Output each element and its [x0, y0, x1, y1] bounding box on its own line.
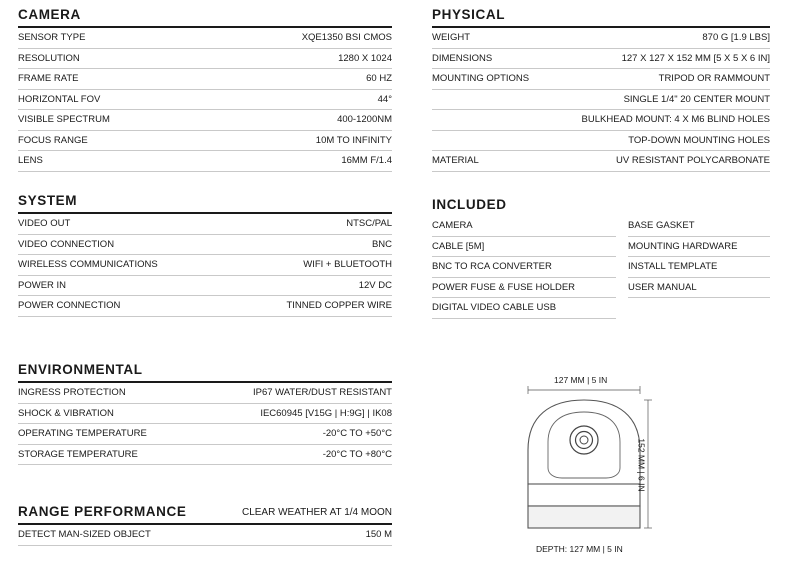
camera-dimension-diagram — [510, 372, 670, 558]
spec-value: 870 G [1.9 LBS] — [702, 32, 770, 44]
spec-row — [432, 131, 770, 152]
included-title: INCLUDED — [432, 197, 507, 212]
range-title-text: RANGE PERFORMANCE — [18, 504, 187, 519]
height-dimension-label: 152 MM | 6 IN — [636, 438, 647, 492]
depth-dimension-label: DEPTH: 127 MM | 5 IN — [536, 544, 623, 554]
included-section — [432, 196, 770, 321]
spec-value: 12V DC — [358, 279, 392, 291]
spec-label: INGRESS PROTECTION — [18, 387, 126, 399]
spec-value: WIFI + BLUETOOTH — [303, 259, 392, 271]
included-item: CABLE [5M] — [432, 237, 616, 258]
camera-collar — [528, 484, 640, 506]
spec-value: 127 X 127 X 152 MM [5 X 5 X 6 IN] — [621, 52, 770, 64]
camera-head — [548, 412, 620, 478]
physical-title: PHYSICAL — [432, 6, 770, 28]
spec-label: DIMENSIONS — [432, 52, 493, 64]
camera-spec-list — [18, 28, 392, 172]
spec-row — [18, 276, 392, 297]
camera-section — [18, 6, 392, 172]
camera-base — [528, 506, 640, 528]
spec-row — [18, 110, 392, 131]
spec-label: DETECT MAN-SIZED OBJECT — [18, 529, 151, 541]
camera-title: CAMERA — [18, 6, 392, 28]
spec-value: -20°C TO +50°C — [322, 428, 392, 440]
spec-value: TRIPOD OR RAMMOUNT — [658, 73, 770, 85]
spec-value: UV RESISTANT POLYCARBONATE — [616, 155, 770, 167]
spec-label: WEIGHT — [432, 32, 470, 44]
spec-value: -20°C TO +80°C — [322, 448, 392, 460]
spec-label: MOUNTING OPTIONS — [432, 73, 530, 85]
spec-label: SENSOR TYPE — [18, 32, 86, 44]
spec-row — [432, 69, 770, 90]
included-list-left — [432, 216, 616, 319]
spec-row — [18, 28, 392, 49]
spec-row — [432, 151, 770, 172]
spec-label: WIRELESS COMMUNICATIONS — [18, 259, 158, 271]
spec-row — [18, 49, 392, 70]
included-item: DIGITAL VIDEO CABLE USB — [432, 298, 616, 319]
physical-section — [432, 6, 770, 172]
spec-row — [18, 383, 392, 404]
spec-row — [18, 131, 392, 152]
included-item: BASE GASKET — [628, 216, 770, 237]
spec-row — [18, 90, 392, 111]
spec-value: TINNED COPPER WIRE — [286, 300, 392, 312]
spec-row — [18, 424, 392, 445]
spec-label: SHOCK & VIBRATION — [18, 407, 114, 419]
spec-row — [18, 404, 392, 425]
spec-value: 400-1200NM — [337, 114, 392, 126]
spec-label: VISIBLE SPECTRUM — [18, 114, 110, 126]
spec-value: IP67 WATER/DUST RESISTANT — [252, 387, 392, 399]
spec-label: OPERATING TEMPERATURE — [18, 428, 147, 440]
spec-row — [18, 296, 392, 317]
spec-row — [432, 110, 770, 131]
included-item: USER MANUAL — [628, 278, 770, 299]
spec-value: 16MM F/1.4 — [341, 155, 392, 167]
spec-row — [432, 49, 770, 70]
system-section — [18, 192, 392, 317]
spec-value: BNC — [371, 238, 392, 250]
spec-row — [18, 445, 392, 466]
spec-row — [18, 235, 392, 256]
spec-label: VIDEO OUT — [18, 218, 71, 230]
spec-value: XQE1350 BSI CMOS — [301, 32, 392, 44]
spec-value: 60 HZ — [366, 73, 392, 85]
spec-row — [18, 214, 392, 235]
spec-label: MATERIAL — [432, 155, 479, 167]
included-item: MOUNTING HARDWARE — [628, 237, 770, 258]
spec-value: BULKHEAD MOUNT: 4 X M6 BLIND HOLES — [581, 114, 770, 126]
spec-label: LENS — [18, 155, 43, 167]
included-item: CAMERA — [432, 216, 616, 237]
spec-value: 150 M — [365, 529, 392, 541]
lens-glass — [580, 436, 588, 444]
spec-value: 1280 X 1024 — [338, 52, 392, 64]
environmental-section — [18, 361, 392, 465]
system-spec-list — [18, 214, 392, 317]
spec-value: NTSC/PAL — [346, 218, 392, 230]
included-item: INSTALL TEMPLATE — [628, 257, 770, 278]
range-section — [18, 503, 392, 546]
spec-label: POWER CONNECTION — [18, 300, 121, 312]
width-dimension-label: 127 MM | 5 IN — [554, 375, 608, 385]
range-spec-list — [18, 525, 392, 546]
included-item: BNC TO RCA CONVERTER — [432, 257, 616, 278]
spec-label: POWER IN — [18, 279, 67, 291]
spec-label: HORIZONTAL FOV — [18, 93, 101, 105]
physical-spec-list — [432, 28, 770, 172]
range-condition: CLEAR WEATHER AT 1/4 MOON — [241, 507, 392, 518]
spec-row — [18, 255, 392, 276]
spec-value: TOP-DOWN MOUNTING HOLES — [628, 134, 770, 146]
environmental-spec-list — [18, 383, 392, 465]
spec-label: FRAME RATE — [18, 73, 79, 85]
spec-value: IEC60945 [V15G | H:9G] | IK08 — [260, 407, 392, 419]
spec-row — [18, 69, 392, 90]
spec-row — [432, 90, 770, 111]
spec-value: 44° — [377, 93, 392, 105]
spec-row — [18, 151, 392, 172]
range-title — [18, 503, 392, 525]
spec-value: SINGLE 1/4" 20 CENTER MOUNT — [623, 93, 770, 105]
environmental-title: ENVIRONMENTAL — [18, 361, 392, 383]
system-title: SYSTEM — [18, 192, 392, 214]
spec-label: STORAGE TEMPERATURE — [18, 448, 138, 460]
lens-inner-ring — [576, 432, 593, 449]
spec-row — [432, 28, 770, 49]
camera-dome — [528, 400, 640, 484]
included-list-right — [628, 216, 770, 298]
spec-label: FOCUS RANGE — [18, 134, 88, 146]
spec-label: VIDEO CONNECTION — [18, 238, 115, 250]
included-item: POWER FUSE & FUSE HOLDER — [432, 278, 616, 299]
spec-label: RESOLUTION — [18, 52, 80, 64]
lens-outer-ring — [570, 426, 598, 454]
spec-row — [18, 525, 392, 546]
spec-value: 10M TO INFINITY — [315, 134, 392, 146]
